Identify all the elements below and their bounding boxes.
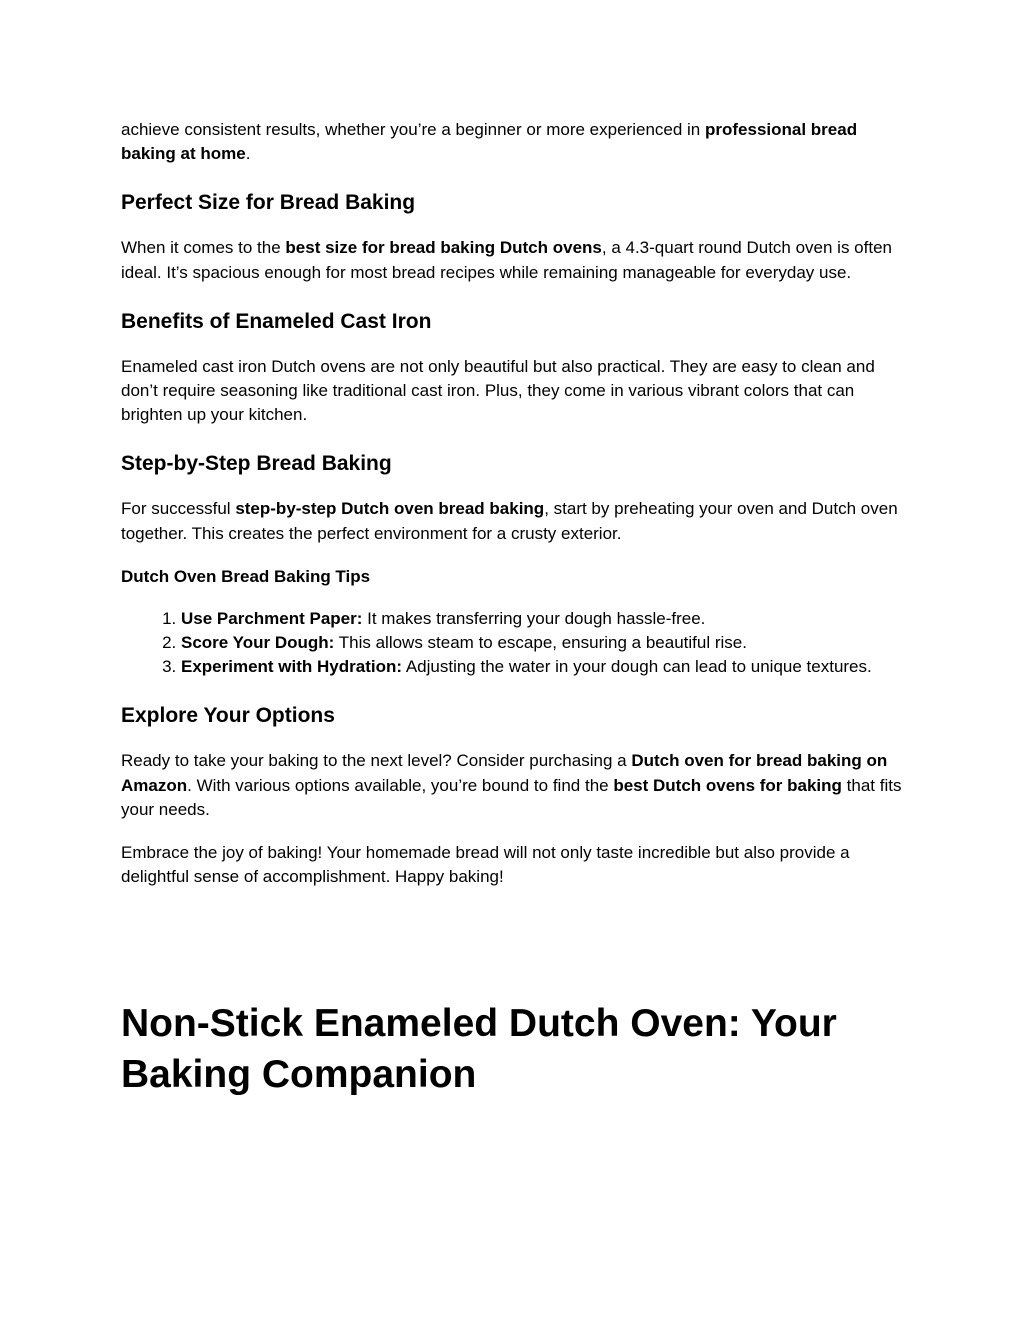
tips-heading: Dutch Oven Bread Baking Tips [121, 566, 371, 586]
steps-text: For successful [121, 499, 236, 519]
steps-text-end: , start by preheating your oven and Dutch oven together. This creates the perfect environment for a crusty exterior. [121, 499, 898, 543]
size-text-end: , a 4.3-quart round Dutch oven is often ideal. It’s spacious enough for most bread recipes while remaining manageable for everyday use. [121, 238, 892, 282]
closing-paragraph: Embrace the joy of baking! Your homemade bread will not only taste incredible but also provide a delightful sense of accomplishment. Happy baking! [121, 843, 850, 887]
options-bold-text: Dutch oven for bread baking on Amazon [121, 751, 888, 795]
size-text: When it comes to the [121, 238, 286, 258]
steps-heading: Step-by-Step Bread Baking [121, 452, 392, 476]
intro-paragraph [121, 118, 911, 166]
size-paragraph [121, 236, 911, 284]
steps-paragraph [121, 497, 911, 545]
intro-text: achieve consistent results, whether you’re a beginner or more experienced in [121, 120, 705, 139]
benefits-paragraph: Enameled cast iron Dutch ovens are not only beautiful but also practical. They are easy to clean and don’t require seasoning like traditional cast iron. Plus, they come in various vibrant colors that can brighten up your kitchen. [121, 356, 875, 425]
steps-bold-text: step-by-step Dutch oven bread baking [235, 499, 545, 519]
document-page [121, 118, 911, 1100]
options-text-end: that fits your needs. [121, 775, 902, 819]
tip-label: Score Your Dough: [181, 633, 335, 653]
options-text-middle: . With various options available, you’re bound to find the [187, 775, 614, 795]
benefits-heading: Benefits of Enameled Cast Iron [121, 309, 432, 333]
tip-label: Use Parchment Paper: [181, 608, 363, 628]
intro-bold-text: professional bread baking at home [121, 120, 858, 164]
list-item [181, 631, 911, 655]
article-title: Non-Stick Enameled Dutch Oven: Your Baking Companion [121, 1002, 837, 1097]
tip-text: Adjusting the water in your dough can lead to unique textures. [402, 657, 872, 677]
size-bold-text: best size for bread baking Dutch ovens [285, 238, 602, 258]
list-item [181, 607, 911, 631]
options-paragraph [121, 749, 911, 822]
options-heading: Explore Your Options [121, 704, 335, 728]
list-item [181, 655, 911, 679]
tip-label: Experiment with Hydration: [181, 657, 403, 677]
tip-text: This allows steam to escape, ensuring a beautiful rise. [334, 633, 747, 653]
options-text: Ready to take your baking to the next level? Consider purchasing a [121, 751, 632, 771]
tip-text: It makes transferring your dough hassle-free. [362, 608, 706, 628]
tips-list [121, 607, 911, 680]
options-bold-text-2: best Dutch ovens for baking [613, 775, 842, 795]
intro-text-end: . [245, 144, 251, 164]
size-heading: Perfect Size for Bread Baking [121, 191, 416, 215]
